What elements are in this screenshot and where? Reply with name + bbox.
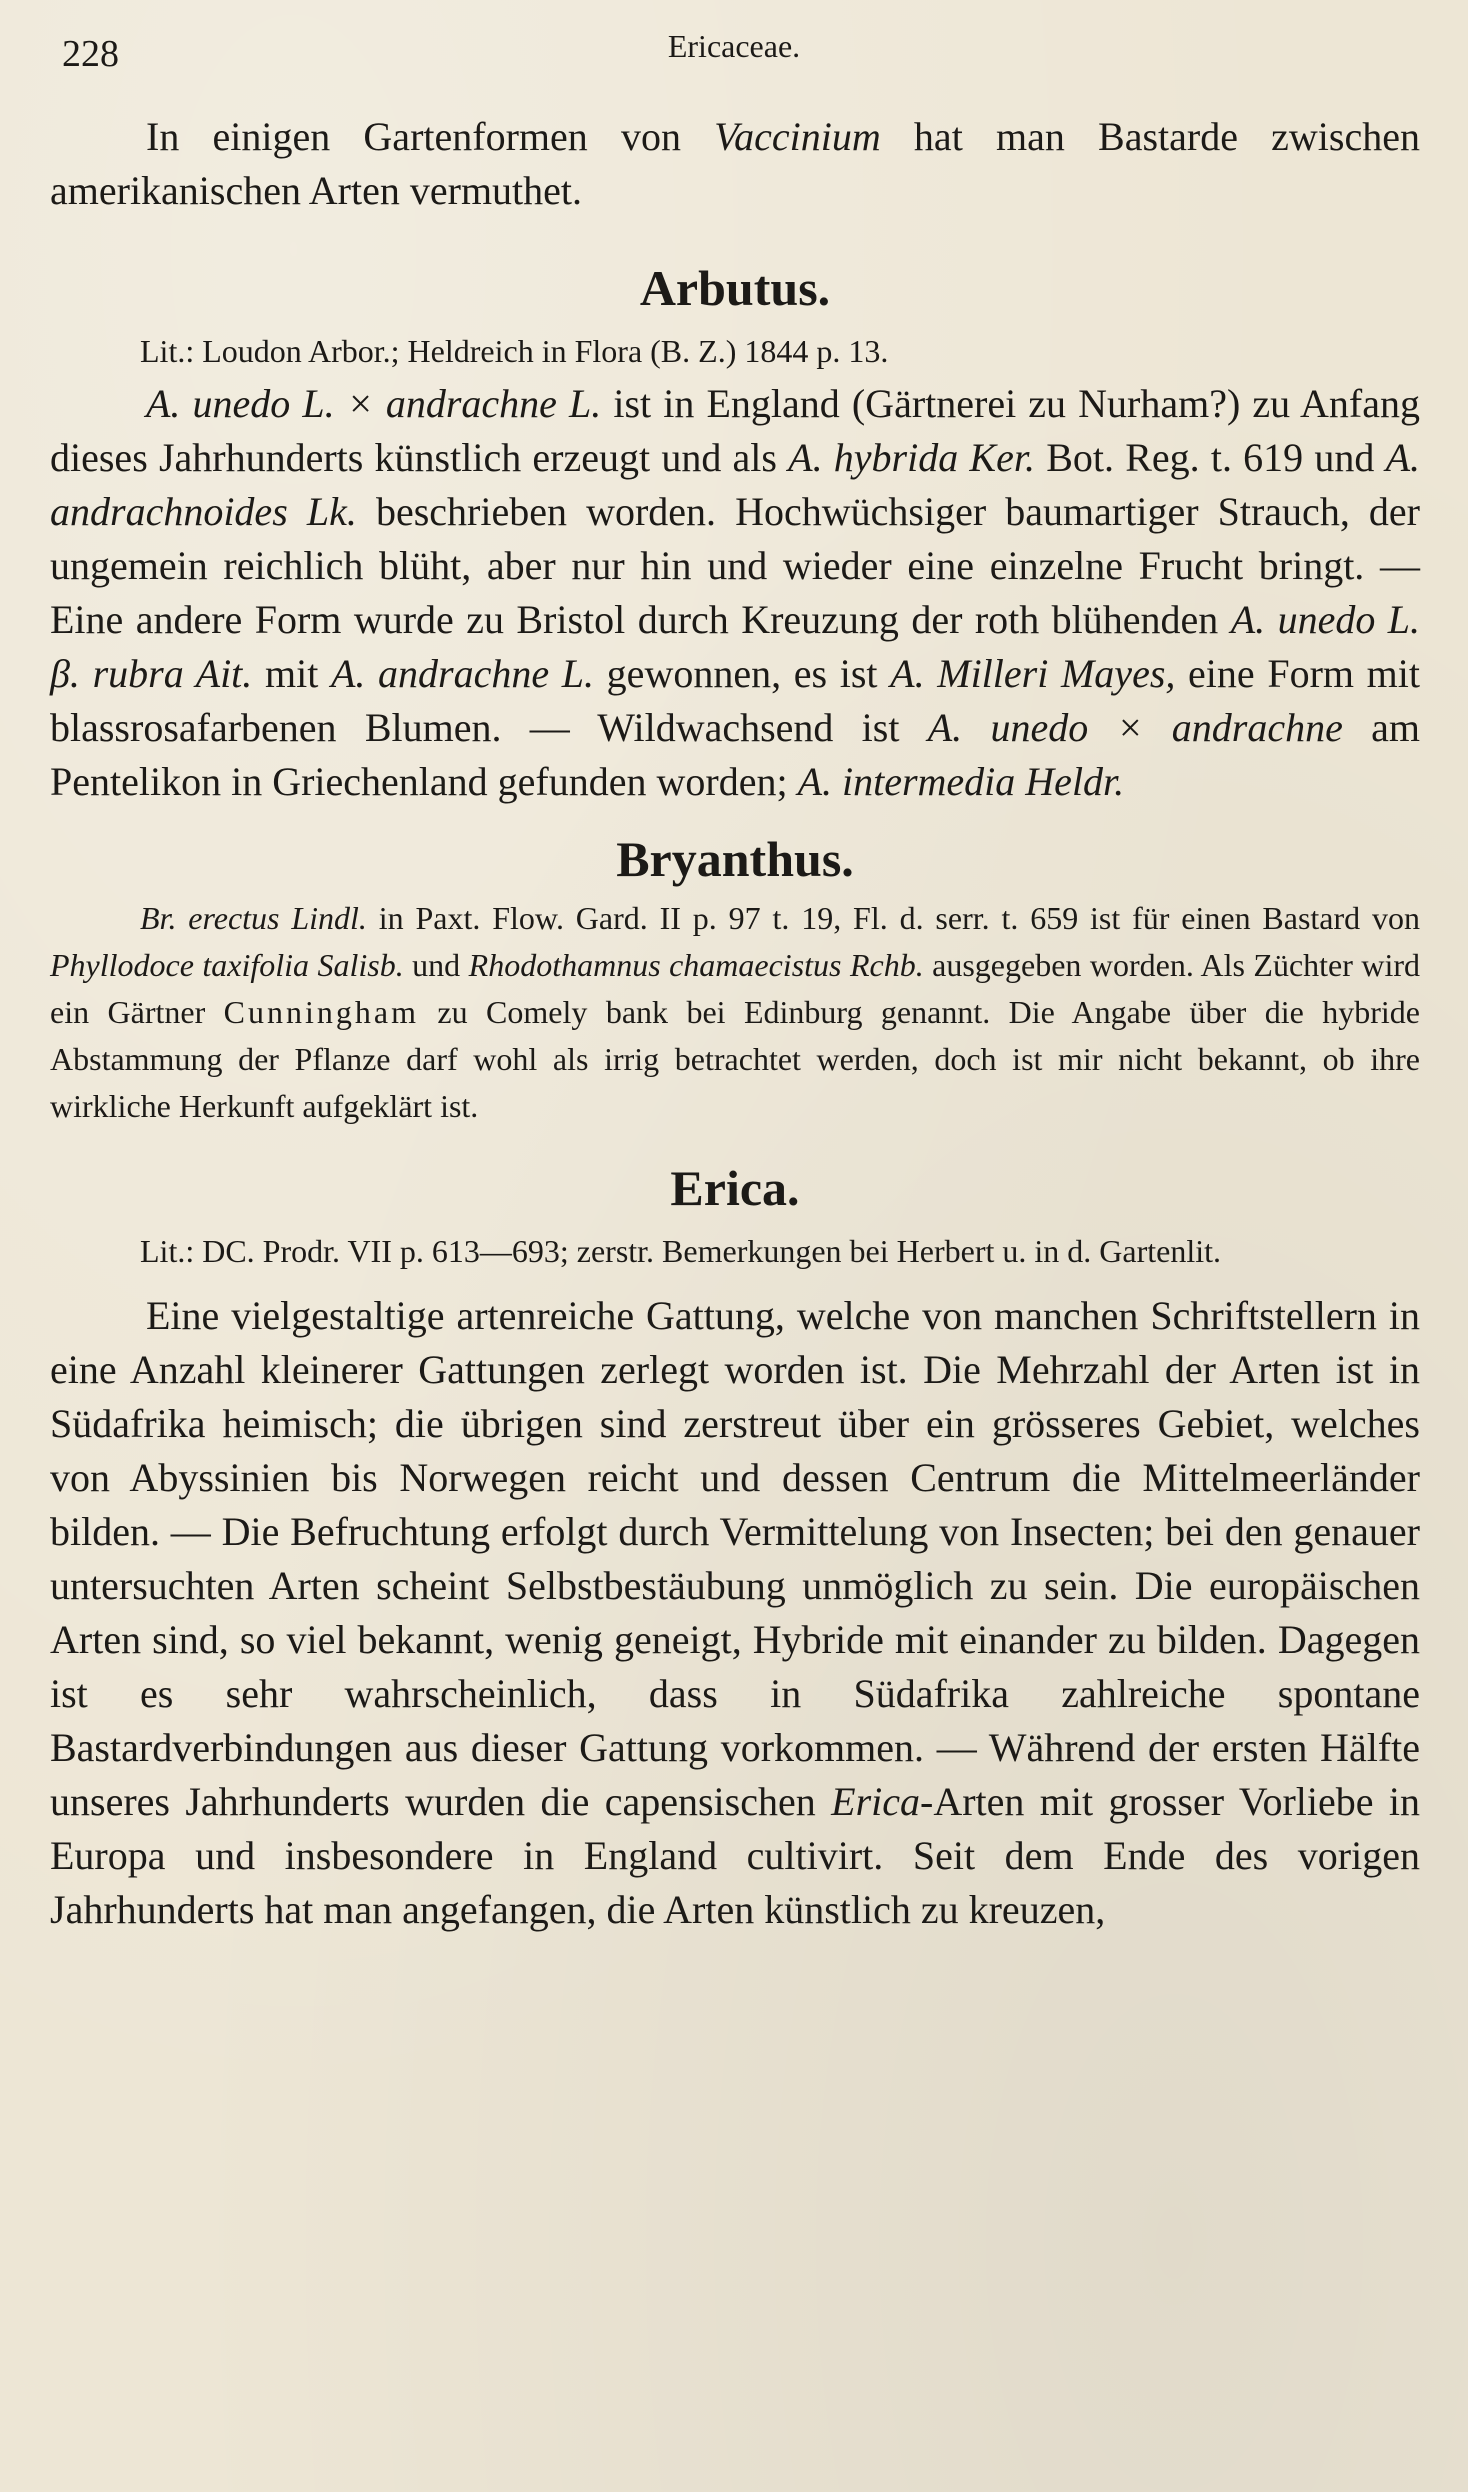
taxon-name: A. unedo L. β. rubra Ait.	[50, 597, 1420, 696]
taxon-name: A. hybrida Ker.	[788, 435, 1035, 480]
text-run: in Paxt. Flow. Gard. II p. 97 t. 19, Fl. d. serr. t. 659 ist für einen Bastard von	[366, 900, 1421, 936]
text-run: am Pentelikon in Griechenland gefunden worden;	[50, 705, 1420, 804]
text-run: Bot. Reg. t. 619 und	[1035, 435, 1386, 480]
intro-text-1: In einigen Gartenformen von	[146, 114, 715, 159]
taxon-name: A. intermedia Heldr.	[797, 759, 1125, 804]
taxon-name: A. unedo L. × andrachne L.	[146, 381, 602, 426]
text-run: -Arten mit grosser Vorliebe in Europa und insbesondere in England cultivirt. Seit dem Ende des vorigen Jahrhunderts hat man angefangen, die Arten künstlich zu kreuzen,	[50, 1779, 1421, 1932]
intro-genus: Vaccinium	[714, 114, 881, 159]
running-title: Ericaceae.	[667, 28, 801, 64]
taxon-name: A. andrachne L.	[330, 651, 595, 696]
bryanthus-paragraph	[50, 895, 1420, 1130]
intro-paragraph	[50, 110, 1420, 218]
section-heading-erica: Erica.	[670, 1160, 800, 1216]
taxon-name: A. andrachnoides Lk.	[50, 435, 1420, 534]
page-header	[62, 22, 1406, 82]
section-heading-arbutus: Arbutus.	[639, 260, 831, 316]
text-run: Eine vielgestaltige artenreiche Gattung, welche von manchen Schriftstellern in eine Anzahl kleinerer Gattungen zerlegt worden ist. Die Mehrzahl der Arten ist in Südafrika heimisch; die übrigen sind zerstreut über ein grösseres Gebiet, welches von Abyssinien bis Norwegen reicht und dessen Centrum die Mittelmeerländer bilden. — Die Befruchtung erfolgt durch Vermittelung von Insecten; bei den genauer untersuchten Arten scheint Selbstbestäubung unmöglich zu sein. Die europäischen Arten sind, so viel bekannt, wenig geneigt, Hybride mit einander zu bilden. Dagegen ist es sehr wahrscheinlich, dass in Südafrika zahlreiche spontane Bastardverbindungen aus dieser Gattung vorkommen. — Während der ersten Hälfte unseres Jahrhunderts wurden die capensischen	[50, 1293, 1420, 1824]
arbutus-paragraph	[50, 377, 1420, 809]
text-run: zu Comely bank bei Edinburg genannt. Die Angabe über die hybride Abstammung der Pflanze darf wohl als irrig betrachtet werden, doch ist mir nicht bekannt, ob ihre wirkliche Herkunft aufgeklärt ist.	[50, 994, 1421, 1124]
taxon-name: Erica	[831, 1779, 921, 1824]
text-run: ausgegeben worden. Als Züchter wird ein Gärtner	[50, 947, 1421, 1030]
text-run: eine Form mit blassrosafarbenen Blumen. — Wildwachsend ist	[50, 651, 1420, 750]
page-number: 228	[62, 33, 119, 75]
text-run: gewonnen, es ist	[594, 651, 891, 696]
page-body	[50, 110, 1420, 1937]
section-heading-bryanthus: Bryanthus.	[616, 831, 854, 887]
text-run: mit	[252, 651, 331, 696]
intro-text-2: hat man Bastarde zwischen amerikanischen Arten vermuthet.	[50, 114, 1420, 213]
erica-paragraph	[50, 1289, 1420, 1937]
text-run: beschrieben worden. Hochwüchsiger baumartiger Strauch, der ungemein reichlich blüht, aber nur hin und wieder eine einzelne Frucht bringt. — Eine andere Form wurde zu Bristol durch Kreuzung der roth blühenden	[50, 489, 1420, 642]
taxon-name: Phyllodoce taxifolia Salisb.	[50, 947, 404, 983]
person-name: Cunningham	[223, 994, 419, 1030]
taxon-name: A. Milleri Mayes,	[890, 651, 1176, 696]
arbutus-literature: Lit.: Loudon Arbor.; Heldreich in Flora (B. Z.) 1844 p. 13.	[140, 333, 889, 369]
taxon-name: A. unedo × andrachne	[927, 705, 1343, 750]
text-run: und	[403, 947, 469, 983]
taxon-name: Br. erectus Lindl.	[140, 900, 367, 936]
erica-literature: Lit.: DC. Prodr. VII p. 613—693; zerstr. Bemerkungen bei Herbert u. in d. Gartenlit.	[140, 1233, 1221, 1269]
taxon-name: Rhodothamnus chamaecistus Rchb.	[468, 947, 924, 983]
text-run: ist in England (Gärtnerei zu Nurham?) zu Anfang dieses Jahrhunderts künstlich erzeugt und als	[50, 381, 1421, 480]
